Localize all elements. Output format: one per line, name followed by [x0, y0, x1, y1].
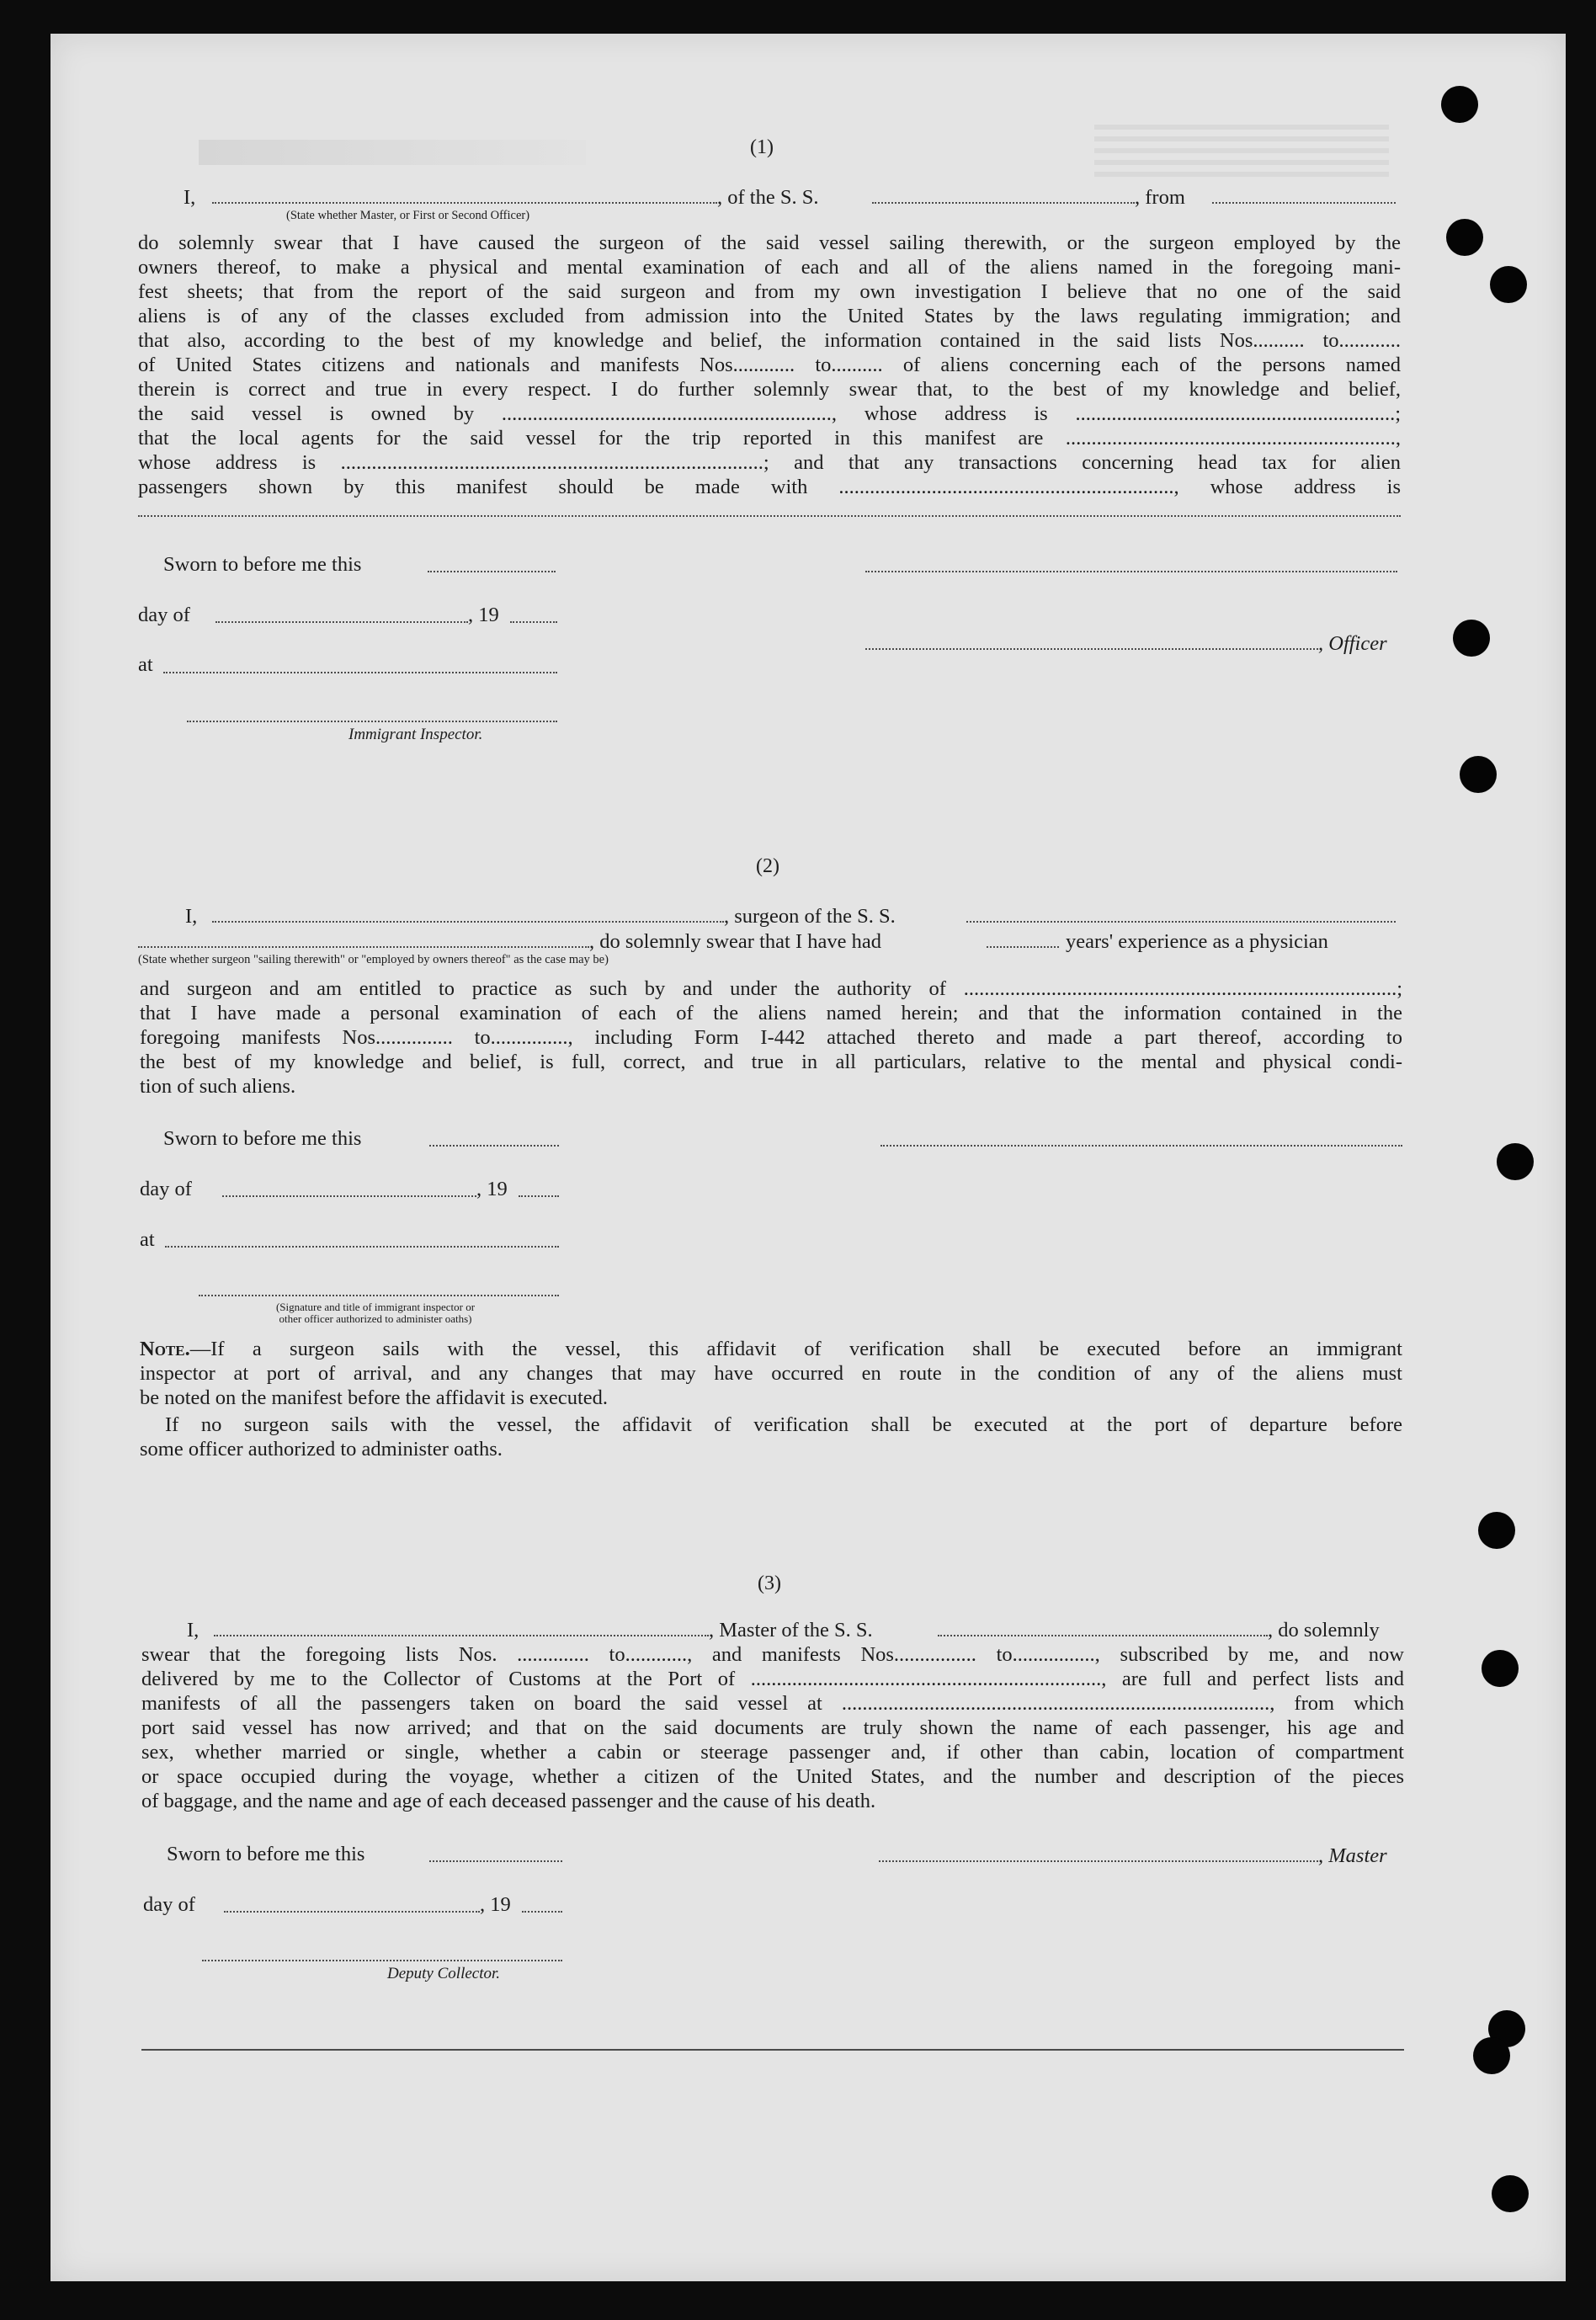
label-sworn: Sworn to before me this [167, 1843, 365, 1865]
label-i: I, [184, 186, 196, 209]
blank-year[interactable] [519, 1195, 559, 1197]
blank-from-port[interactable] [1212, 202, 1396, 204]
note-paragraph-line: be noted on the manifest before the affidavit is executed. [140, 1386, 609, 1409]
body-line: port said vessel has now arrived; and that on the said documents are truly shown the name of each passenger, his age and [141, 1716, 1404, 1739]
blank-surgeon-name[interactable] [212, 921, 724, 923]
label-officer: , Officer [1318, 632, 1387, 655]
label-immigrant-inspector: Immigrant Inspector. [348, 726, 483, 743]
body-line: passengers shown by this manifest should be made with ................................................................., whose address is [138, 476, 1401, 498]
label-i: I, [185, 905, 198, 928]
binder-hole [1492, 2175, 1529, 2212]
binder-hole [1478, 1512, 1515, 1549]
binder-hole [1453, 620, 1490, 657]
note-surgeon-status: (State whether surgeon "sailing therewith" or "employed by owners thereof" as the case may be) [138, 953, 609, 966]
section-3-number: (3) [758, 1572, 781, 1594]
label-day-of: day of [143, 1893, 195, 1916]
binder-hole [1441, 86, 1478, 123]
note-paragraph-line: some officer authorized to administer oaths. [140, 1438, 503, 1461]
blank-month[interactable] [215, 621, 468, 623]
label-do-solemnly-swear: , do solemnly swear that I have had [589, 930, 881, 953]
blank-inspector-signature[interactable] [187, 721, 557, 722]
body-line: tion of such aliens. [140, 1075, 296, 1098]
blank-year[interactable] [522, 1911, 562, 1913]
signature-note [214, 1301, 537, 1325]
blank-master-name[interactable] [212, 202, 717, 204]
label-deputy-collector: Deputy Collector. [387, 1965, 501, 1982]
blank-surgeon-status[interactable] [138, 946, 589, 948]
label-surgeon-of: , surgeon of the S. S. [724, 905, 896, 928]
blank-sworn-day[interactable] [429, 1145, 559, 1147]
label-day-of: day of [138, 604, 190, 626]
label-years-experience: years' experience as a physician [1066, 930, 1328, 953]
body-line: whose address is ..................................................................................; and that any transactions concerning head tax for alien [138, 451, 1401, 474]
label-year: , 19 [468, 604, 499, 626]
label-year: , 19 [480, 1893, 511, 1916]
label-sworn: Sworn to before me this [163, 1127, 362, 1150]
label-day-of: day of [140, 1178, 192, 1200]
label-at: at [138, 653, 153, 676]
body-line: fest sheets; that from the report of the said surgeon and from my own investigation I believe that no one of the said [138, 280, 1401, 303]
label-from: , from [1135, 186, 1185, 209]
blank-collector-signature[interactable] [202, 1960, 562, 1961]
body-line: of baggage, and the name and age of each deceased passenger and the cause of his death. [141, 1790, 876, 1812]
label-i: I, [187, 1619, 200, 1642]
body-line: aliens is of any of the classes excluded from admission into the United States by the laws regulating immigration; and [138, 305, 1401, 327]
body-line: of United States citizens and nationals and manifests Nos............ to.......... of aliens concerning each of the persons named [138, 354, 1401, 376]
blank-at-place[interactable] [163, 672, 557, 673]
body-line: therein is correct and true in every respect. I do further solemnly swear that, to the best of my knowledge and belief, [138, 378, 1401, 401]
body-line: or space occupied during the voyage, whether a citizen of the United States, and the number and description of the pieces [141, 1765, 1404, 1788]
body-line: owners thereof, to make a physical and mental examination of each and all of the aliens named in the foregoing mani- [138, 256, 1401, 279]
note-paragraph-line [140, 1337, 1402, 1361]
body-line: that also, according to the best of my knowledge and belief, the information contained in the said lists Nos.......... to............ [138, 329, 1401, 352]
label-master-of: , Master of the S. S. [709, 1619, 873, 1642]
blank-month[interactable] [222, 1195, 476, 1197]
blank-at-place[interactable] [165, 1246, 559, 1248]
binder-hole [1446, 219, 1483, 256]
section-1-number: (1) [750, 136, 774, 158]
note-paragraph-line: If no surgeon sails with the vessel, the affidavit of verification shall be executed at the port of departure before [165, 1413, 1402, 1436]
body-line: sex, whether married or single, whether a cabin or steerage passenger and, if other than cabin, location of compartment [141, 1741, 1404, 1764]
blank-surgeon-signature[interactable] [880, 1145, 1402, 1147]
bleed-through-mark [199, 140, 586, 165]
blank-years[interactable] [987, 946, 1059, 948]
body-line: swear that the foregoing lists Nos. .............. to............, and manifests Nos................ to................, subscribed by me, and now [141, 1643, 1404, 1666]
label-year: , 19 [476, 1178, 508, 1200]
label-do-solemnly: , do solemnly [1268, 1619, 1380, 1642]
signature-note-line: other officer authorized to administer oaths) [279, 1312, 472, 1325]
section-1-line-1 [184, 185, 195, 210]
note-state-master: (State whether Master, or First or Second Officer) [286, 209, 530, 222]
binder-hole [1490, 266, 1527, 303]
binder-hole [1482, 1650, 1519, 1687]
body-line: foregoing manifests Nos............... to..............., including Form I-442 attached thereto and made a part thereof, according to [140, 1026, 1402, 1049]
body-line: the said vessel is owned by ................................................................, whose address is ..............................................................; [138, 402, 1401, 425]
body-line: that I have made a personal examination of each of the aliens named herein; and that the information contained in the [140, 1002, 1402, 1024]
note-text: —If a surgeon sails with the vessel, this affidavit of verification shall be executed before an immigrant [189, 1338, 1402, 1360]
body-line: manifests of all the passengers taken on board the said vessel at ..................................................................................., from which [141, 1692, 1404, 1715]
blank-vessel-name-3[interactable] [938, 1635, 1268, 1636]
blank-vessel-name[interactable] [872, 202, 1135, 204]
label-sworn: Sworn to before me this [163, 553, 362, 576]
bottom-rule [141, 2049, 1404, 2051]
blank-month[interactable] [224, 1911, 480, 1913]
bleed-through-mark [1094, 118, 1389, 177]
blank-officer-signature-2[interactable] [865, 648, 1318, 650]
note-label: Note. [140, 1338, 190, 1360]
body-line: that the local agents for the said vessel for the trip reported in this manifest are ................................................................, [138, 427, 1401, 450]
blank-master-signature[interactable] [879, 1860, 1318, 1862]
binder-hole [1497, 1143, 1534, 1180]
blank-master-name[interactable] [214, 1635, 709, 1636]
binder-hole [1473, 2037, 1510, 2074]
label-of-ss: , of the S. S. [717, 186, 819, 209]
body-line: and surgeon and am entitled to practice as such by and under the authority of ....................................................................................; [140, 977, 1402, 1000]
signature-note-line: (Signature and title of immigrant inspector or [275, 1301, 476, 1313]
blank-inspector-signature[interactable] [199, 1295, 559, 1296]
body-line: the best of my knowledge and belief, is full, correct, and true in all particulars, relative to the mental and physical condi- [140, 1051, 1402, 1073]
label-master: , Master [1318, 1844, 1387, 1867]
blank-sworn-day[interactable] [429, 1860, 562, 1862]
blank-vessel-name-2[interactable] [966, 921, 1396, 923]
blank-officer-signature-1[interactable] [865, 571, 1397, 572]
binder-hole [1460, 756, 1497, 793]
label-at: at [140, 1228, 155, 1251]
blank-sworn-day[interactable] [428, 571, 556, 572]
note-paragraph-line: inspector at port of arrival, and any changes that may have occurred en route in the condition of any of the aliens must [140, 1362, 1402, 1385]
body-line: do solemnly swear that I have caused the surgeon of the said vessel sailing therewith, or the surgeon employed by the [138, 231, 1401, 254]
body-line: delivered by me to the Collector of Customs at the Port of ...................................................................., are full and perfect lists and [141, 1668, 1404, 1690]
section-2-number: (2) [756, 855, 779, 877]
blank-year[interactable] [510, 621, 557, 623]
blank-address-continuation[interactable] [138, 515, 1401, 517]
